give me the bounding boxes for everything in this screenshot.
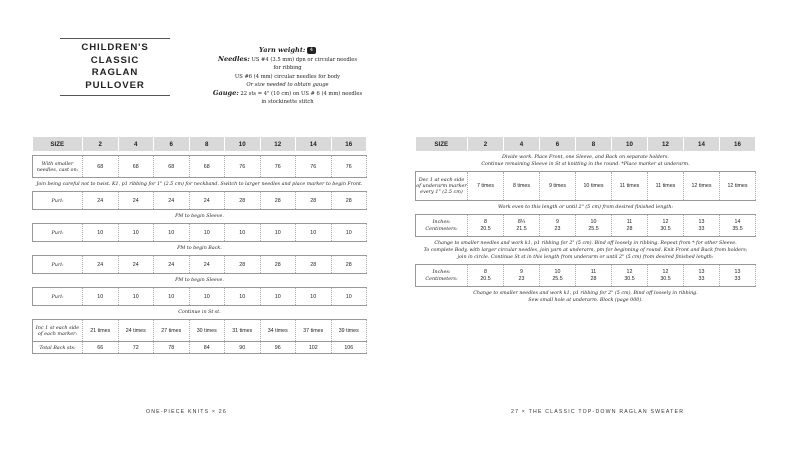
length-label xyxy=(416,215,468,237)
length-value xyxy=(576,265,612,287)
inches-value: 12 xyxy=(662,268,669,275)
row-value: 10 xyxy=(225,224,261,242)
cm-value: 25.5 xyxy=(588,225,599,232)
dec-label: Dec 1 at each side of underarm marker every 1" (2.5 cm) xyxy=(416,172,468,201)
length-value xyxy=(684,215,720,237)
size-header-6: 14 xyxy=(296,137,332,151)
length-value xyxy=(468,215,504,237)
row-value: 10 xyxy=(260,288,296,306)
row-value: 10 xyxy=(189,224,225,242)
instruction-line: PM to begin Sleeve. xyxy=(175,214,224,219)
inches-value: 12 xyxy=(662,218,669,225)
cm-label: Centimeters: xyxy=(425,275,458,282)
row-value: 24 xyxy=(189,192,225,210)
row-label: Inc 1 st each side of each marker: xyxy=(33,320,83,342)
cm-value: 23 xyxy=(518,275,525,282)
length-value xyxy=(612,215,648,237)
cm-label: Centimeters: xyxy=(425,225,458,232)
size-header-4: 10 xyxy=(612,137,648,151)
row-label: Purl: xyxy=(33,192,83,210)
row-value: 24 xyxy=(189,256,225,274)
dec-value: 11 times xyxy=(612,172,648,201)
row-value: 28 xyxy=(296,192,332,210)
size-header-1: 4 xyxy=(118,137,154,151)
instruction-row xyxy=(416,201,756,215)
row-value: 102 xyxy=(296,342,332,354)
row-value: 24 times xyxy=(118,320,154,342)
instruction-text xyxy=(416,201,756,215)
row-value: 28 xyxy=(296,256,332,274)
row-value: 10 xyxy=(118,224,154,242)
instruction-line: Continue in St st. xyxy=(178,310,221,315)
dec-value: 10 times xyxy=(576,172,612,201)
gauge-text-1: 22 sts = 4" (10 cm) on US # 6 (4 mm) needles xyxy=(240,91,363,98)
cm-value: 21.5 xyxy=(516,225,527,232)
length-value xyxy=(576,215,612,237)
inches-value: 9 xyxy=(520,268,523,275)
cm-value: 25.5 xyxy=(552,275,563,282)
cm-value: 23 xyxy=(554,225,561,232)
cm-value: 28 xyxy=(626,225,633,232)
row-value: 28 xyxy=(331,256,367,274)
inches-label: Inches: xyxy=(432,268,451,275)
cm-value: 33 xyxy=(734,275,741,282)
size-header-2: 6 xyxy=(540,137,576,151)
needles-text-2: for ribbing xyxy=(273,65,302,72)
table-row xyxy=(33,320,367,342)
length-label xyxy=(416,265,468,287)
inches-label: Inches: xyxy=(432,218,451,225)
right-page xyxy=(392,0,785,450)
title-line-1: CHILDREN'S xyxy=(81,42,149,53)
length-value xyxy=(504,265,540,287)
instruction-text xyxy=(33,178,367,192)
needles-label: Needles: xyxy=(217,55,250,64)
row-value: 10 xyxy=(189,288,225,306)
right-footer: 27 × THE CLASSIC TOP-DOWN RAGLAN SWEATER xyxy=(511,409,685,415)
size-header-0: 2 xyxy=(468,137,504,151)
instruction-row xyxy=(33,274,367,288)
size-header-1: 4 xyxy=(504,137,540,151)
size-header-row xyxy=(416,137,756,151)
row-value: 34 times xyxy=(260,320,296,342)
size-header-7: 16 xyxy=(331,137,367,151)
table-row xyxy=(33,192,367,210)
row-value: 76 xyxy=(225,156,261,178)
size-header-7: 16 xyxy=(720,137,756,151)
dec-value: 8 times xyxy=(504,172,540,201)
inches-value: 8 xyxy=(484,218,487,225)
row-value: 31 times xyxy=(225,320,261,342)
inches-value: 13 xyxy=(734,268,741,275)
instruction-line: join in circle. Continue St st in this length from underarm or until 2" (5 cm) from desired finished length: xyxy=(457,255,714,260)
row-value: 72 xyxy=(118,342,154,354)
row-label: Purl: xyxy=(33,224,83,242)
instruction-text xyxy=(33,242,367,256)
cm-value: 20.5 xyxy=(480,225,491,232)
instruction-line: To complete Body, with larger circular needles, join yarn at underarm, pm for beginning of round. Knit Front and Back from holders; xyxy=(423,248,748,253)
length-value xyxy=(612,265,648,287)
instruction-row xyxy=(416,237,756,265)
instruction-row xyxy=(416,151,756,172)
row-value: 30 times xyxy=(189,320,225,342)
yarn-weight-label: Yarn weight: xyxy=(259,46,306,54)
instruction-row xyxy=(33,210,367,224)
length-value xyxy=(504,215,540,237)
cm-value: 35.5 xyxy=(732,225,743,232)
instruction-row xyxy=(416,287,756,308)
table-row xyxy=(33,256,367,274)
needles-text-3: US #6 (4 mm) circular needles for body xyxy=(234,73,341,80)
length-value xyxy=(468,265,504,287)
size-header-3: 8 xyxy=(189,137,225,151)
instruction-line: PM to begin Sleeve. xyxy=(175,278,224,283)
row-value: 68 xyxy=(154,156,190,178)
table-row xyxy=(33,342,367,354)
inches-value: 11 xyxy=(626,218,633,225)
dec-value: 12 times xyxy=(684,172,720,201)
inches-value: 11 xyxy=(590,268,597,275)
row-value: 28 xyxy=(260,192,296,210)
row-value: 10 xyxy=(225,288,261,306)
row-label: With smaller needles, cast on: xyxy=(33,156,83,178)
row-value: 10 xyxy=(296,288,332,306)
row-value: 28 xyxy=(260,256,296,274)
row-value: 10 xyxy=(260,224,296,242)
size-header-4: 10 xyxy=(225,137,261,151)
instruction-line: Change to smaller needles and work k1, p1 ribbing for 2" (5 cm). Bind off loosely in ribbing. Repeat from * for other Sleeve. xyxy=(434,241,737,246)
cm-value: 28 xyxy=(590,275,597,282)
dec-value: 7 times xyxy=(468,172,504,201)
instruction-text xyxy=(416,151,756,172)
size-header-0: 2 xyxy=(83,137,119,151)
length-row xyxy=(416,265,756,287)
length-value xyxy=(648,265,684,287)
row-label: Purl: xyxy=(33,256,83,274)
row-value: 21 times xyxy=(83,320,119,342)
gauge-label: Gauge: xyxy=(212,89,239,98)
instruction-row xyxy=(33,306,367,320)
dec-row xyxy=(416,172,756,201)
length-row xyxy=(416,215,756,237)
row-value: 24 xyxy=(83,192,119,210)
left-page xyxy=(0,0,392,450)
row-value: 24 xyxy=(154,256,190,274)
row-value: 10 xyxy=(118,288,154,306)
row-value: 10 xyxy=(331,288,367,306)
size-header-5: 12 xyxy=(648,137,684,151)
instruction-line: Continue remaining Sleeve in St st knitting in the round. *Place marker at underarm. xyxy=(481,162,690,167)
row-value: 10 xyxy=(83,288,119,306)
row-value: 28 xyxy=(225,256,261,274)
left-size-table xyxy=(32,137,367,354)
row-value: 68 xyxy=(118,156,154,178)
cm-value: 20.5 xyxy=(480,275,491,282)
instruction-line: PM to begin Back. xyxy=(177,246,222,251)
size-header-label: SIZE xyxy=(33,137,83,151)
row-label: Total Back sts: xyxy=(33,342,83,354)
instruction-line: Change to smaller needles and work k1, p1 ribbing for 2" (5 cm). Bind off loosely in ribbing. xyxy=(473,291,698,296)
table-row xyxy=(33,288,367,306)
row-value: 28 xyxy=(331,192,367,210)
table-row xyxy=(33,156,367,178)
row-value: 24 xyxy=(154,192,190,210)
cm-value: 30.5 xyxy=(660,275,671,282)
instruction-line: Divide work. Place Front, one Sleeve, and Back on separate holders. xyxy=(502,155,669,160)
size-header-6: 14 xyxy=(684,137,720,151)
instruction-text xyxy=(416,237,756,265)
row-value: 28 xyxy=(225,192,261,210)
instruction-line: Join being careful not to twist. K1, p1 ribbing for 1" (2.5 cm) for neckband. Switch to larger needles and place marker to begin Front. xyxy=(36,182,363,187)
row-value: 24 xyxy=(83,256,119,274)
inches-value: 8 xyxy=(484,268,487,275)
instruction-text xyxy=(33,274,367,288)
size-header-3: 8 xyxy=(576,137,612,151)
instruction-text xyxy=(33,306,367,320)
left-footer: ONE-PIECE KNITS × 26 xyxy=(146,409,227,415)
length-value xyxy=(720,265,756,287)
cm-value: 33 xyxy=(698,225,705,232)
instruction-row xyxy=(33,178,367,192)
cm-value: 30.5 xyxy=(660,225,671,232)
row-value: 10 xyxy=(296,224,332,242)
inches-value: 10 xyxy=(590,218,597,225)
row-value: 24 xyxy=(118,256,154,274)
row-value: 27 times xyxy=(154,320,190,342)
inches-value: 9 xyxy=(556,218,559,225)
row-value: 10 xyxy=(154,224,190,242)
needles-text-1: US #4 (3.5 mm) dpn or circular needles xyxy=(251,57,358,64)
dec-value: 11 times xyxy=(648,172,684,201)
inches-value: 14 xyxy=(734,218,741,225)
cm-value: 33 xyxy=(698,275,705,282)
needles-text-4: Or size needed to obtain gauge xyxy=(246,81,329,88)
yarn-weight-badge: 4 xyxy=(307,47,316,54)
title-rule-top xyxy=(60,38,170,39)
row-value: 76 xyxy=(296,156,332,178)
row-value: 76 xyxy=(331,156,367,178)
right-size-table xyxy=(415,137,756,307)
inches-value: 8¼ xyxy=(517,218,526,225)
row-value: 10 xyxy=(154,288,190,306)
inches-value: 10 xyxy=(554,268,561,275)
inches-value: 13 xyxy=(698,268,705,275)
row-value: 39 times xyxy=(331,320,367,342)
row-value: 68 xyxy=(189,156,225,178)
row-value: 68 xyxy=(83,156,119,178)
row-value: 10 xyxy=(331,224,367,242)
row-value: 10 xyxy=(83,224,119,242)
instruction-line: Work even to this length or until 2" (5 cm) from desired finished length: xyxy=(497,205,674,210)
row-label: Purl: xyxy=(33,288,83,306)
row-value: 66 xyxy=(83,342,119,354)
row-value: 90 xyxy=(225,342,261,354)
dec-value: 12 times xyxy=(720,172,756,201)
dec-value: 9 times xyxy=(540,172,576,201)
instruction-text xyxy=(33,210,367,224)
title-rule-bottom xyxy=(60,95,170,96)
instruction-text xyxy=(416,287,756,308)
length-value xyxy=(540,215,576,237)
row-value: 84 xyxy=(189,342,225,354)
row-value: 76 xyxy=(260,156,296,178)
inches-value: 13 xyxy=(698,218,705,225)
row-value: 96 xyxy=(260,342,296,354)
gauge-text-2: in stockinette stitch xyxy=(261,99,314,106)
row-value: 106 xyxy=(331,342,367,354)
materials-block xyxy=(205,46,370,106)
size-header-label: SIZE xyxy=(416,137,468,151)
row-value: 24 xyxy=(118,192,154,210)
size-header-5: 12 xyxy=(260,137,296,151)
pattern-title xyxy=(66,38,164,96)
size-header-row xyxy=(33,137,367,151)
length-value xyxy=(684,265,720,287)
cm-value: 30.5 xyxy=(624,275,635,282)
inches-value: 12 xyxy=(626,268,633,275)
instruction-row xyxy=(33,242,367,256)
length-value xyxy=(720,215,756,237)
size-header-2: 6 xyxy=(154,137,190,151)
row-value: 37 times xyxy=(296,320,332,342)
instruction-line: Sew small hole at underarm. Block (page 000). xyxy=(528,298,643,303)
title-line-3: PULLOVER xyxy=(85,79,145,91)
length-value xyxy=(648,215,684,237)
title-line-2: CLASSIC RAGLAN xyxy=(90,54,140,78)
row-value: 78 xyxy=(154,342,190,354)
table-row xyxy=(33,224,367,242)
length-value xyxy=(540,265,576,287)
